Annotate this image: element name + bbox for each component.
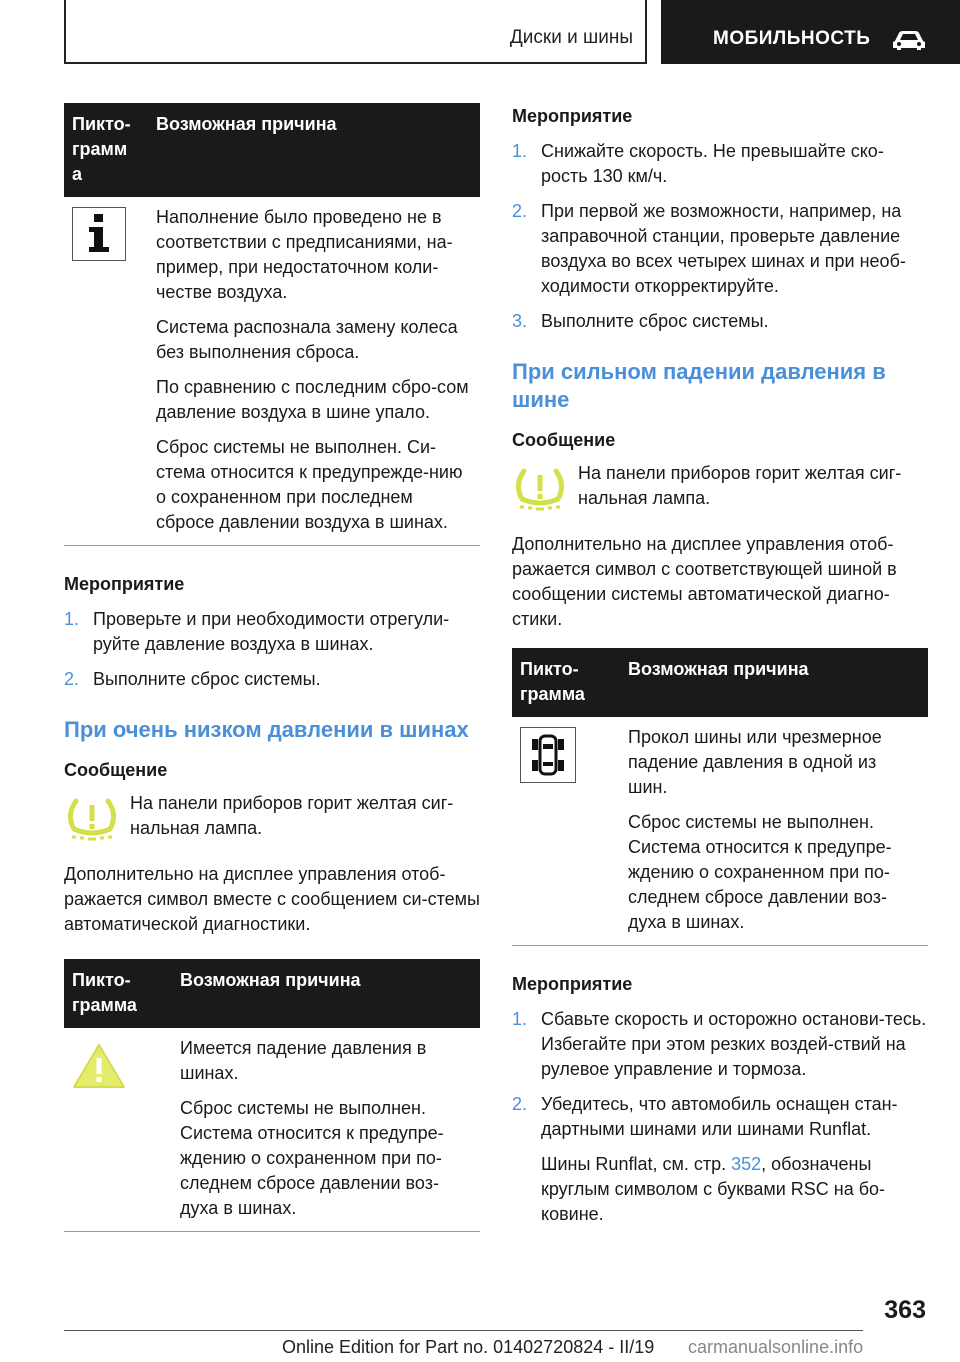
cause-table-1 <box>64 103 480 546</box>
measures-list <box>512 139 928 334</box>
table-header-pictogram: Пикто- грамма <box>64 959 172 1028</box>
message-text: На панели приборов горит желтая сиг-нальная лампа. <box>578 463 902 508</box>
cause-text: Наполнение было проведено не в соответствии с предписаниями, на-пример, при недостаточном коли-честве воздуха. <box>156 207 453 302</box>
measures-list <box>64 607 480 692</box>
cause-text: По сравнению с последним сбро-сом давление воздуха в шине упало. <box>156 377 469 422</box>
car-tire-top-view-icon <box>520 727 576 783</box>
tire-pressure-warning-icon <box>64 797 120 843</box>
cause-text: Сброс системы не выполнен. Си-стема относится к предупрежде-нию о сохраненном при последнем сбросе давлении воздуха в шинах. <box>156 437 463 532</box>
cause-text: Сброс системы не выполнен. Система относится к предупре-ждению о сохраненном при по-следнем сбросе давлении воз-духа в шинах. <box>628 812 892 932</box>
info-icon <box>72 207 126 261</box>
section-heading: При сильном падении давления в шине <box>512 359 886 412</box>
table-header-cause: Возможная причина <box>148 103 480 197</box>
page-number: 363 <box>884 1296 926 1324</box>
tire-pressure-warning-icon <box>512 467 568 513</box>
message-block <box>512 461 928 518</box>
header-chapter-title: МОБИЛЬНОСТЬ <box>713 28 871 49</box>
car-icon <box>891 28 927 52</box>
measures-title: Мероприятие <box>64 574 185 594</box>
cause-table-3 <box>512 648 928 946</box>
right-column <box>512 103 928 1237</box>
additional-text: Дополнительно на дисплее управления отоб-ражается символ вместе с сообщением си-стемы автоматической диагностики. <box>64 864 480 934</box>
message-text: На панели приборов горит желтая сиг-нальная лампа. <box>130 793 454 838</box>
edition-text: Online Edition for Part no. 01402720824 - II/19 <box>282 1337 655 1357</box>
measures-title: Мероприятие <box>512 974 633 994</box>
message-title: Сообщение <box>64 760 168 780</box>
cause-table-2 <box>64 959 480 1232</box>
list-item: 2. Выполните сброс системы. <box>64 669 321 689</box>
section-heading: При очень низком давлении в шинах <box>64 717 469 742</box>
list-item: 1. Проверьте и при необходимости отрегули-руйте давление воздуха в шинах. <box>64 609 450 654</box>
cause-text: Сброс системы не выполнен. Система относится к предупре-ждению о сохраненном при по-следнем сбросе давлении воз-духа в шинах. <box>180 1098 444 1218</box>
warning-triangle-icon <box>72 1042 126 1090</box>
measures-list <box>512 1007 928 1227</box>
table-header-cause: Возможная причина <box>172 959 480 1028</box>
header-section-box <box>64 0 647 64</box>
table-header-cause: Возможная причина <box>620 648 928 717</box>
list-item: 2. Убедитесь, что автомобиль оснащен стан-дартными шинами или шинами Runflat. Шины Runflat, см. стр. 352, обозначены круглым символом с буквами RSC на бо-ковине. <box>512 1092 928 1227</box>
cause-text: Прокол шины или чрезмерное падение давления в одной из шин. <box>628 727 882 797</box>
footer-divider <box>64 1330 863 1331</box>
header-section-title: Диски и шины <box>509 27 633 48</box>
header-chapter-box <box>661 0 960 64</box>
list-item: 1. Снижайте скорость. Не превышайте ско-рость 130 км/ч. <box>512 141 884 186</box>
list-item: 1. Сбавьте скорость и осторожно останови-тесь. Избегайте при этом резких воздей-ствий на рулевое управление и тормоза. <box>512 1009 927 1079</box>
left-column <box>64 103 480 1232</box>
watermark-text: carmanualsonline.info <box>688 1337 864 1357</box>
cause-text: Система распознала замену колеса без выполнения сброса. <box>156 317 458 362</box>
runflat-note: Шины Runflat, см. стр. 352, обозначены круглым символом с буквами RSC на бо-ковине. <box>541 1154 886 1224</box>
message-title: Сообщение <box>512 430 616 450</box>
additional-text: Дополнительно на дисплее управления отоб-ражается символ с соответствующей шиной в сообщении системы автоматической диагно-стики. <box>512 534 897 629</box>
list-item: 3. Выполните сброс системы. <box>512 311 769 331</box>
list-item: 2. При первой же возможности, например, на заправочной станции, проверьте давление воздуха во всех четырех шинах и при необ-ходимости откорректируйте. <box>512 201 906 296</box>
page-link[interactable]: 352 <box>731 1154 762 1174</box>
table-header-pictogram: Пикто- грамм а <box>64 103 148 197</box>
measures-title: Мероприятие <box>512 106 633 126</box>
message-block <box>64 791 480 848</box>
cause-text: Имеется падение давления в шинах. <box>180 1038 427 1083</box>
table-header-pictogram: Пикто- грамма <box>512 648 620 717</box>
